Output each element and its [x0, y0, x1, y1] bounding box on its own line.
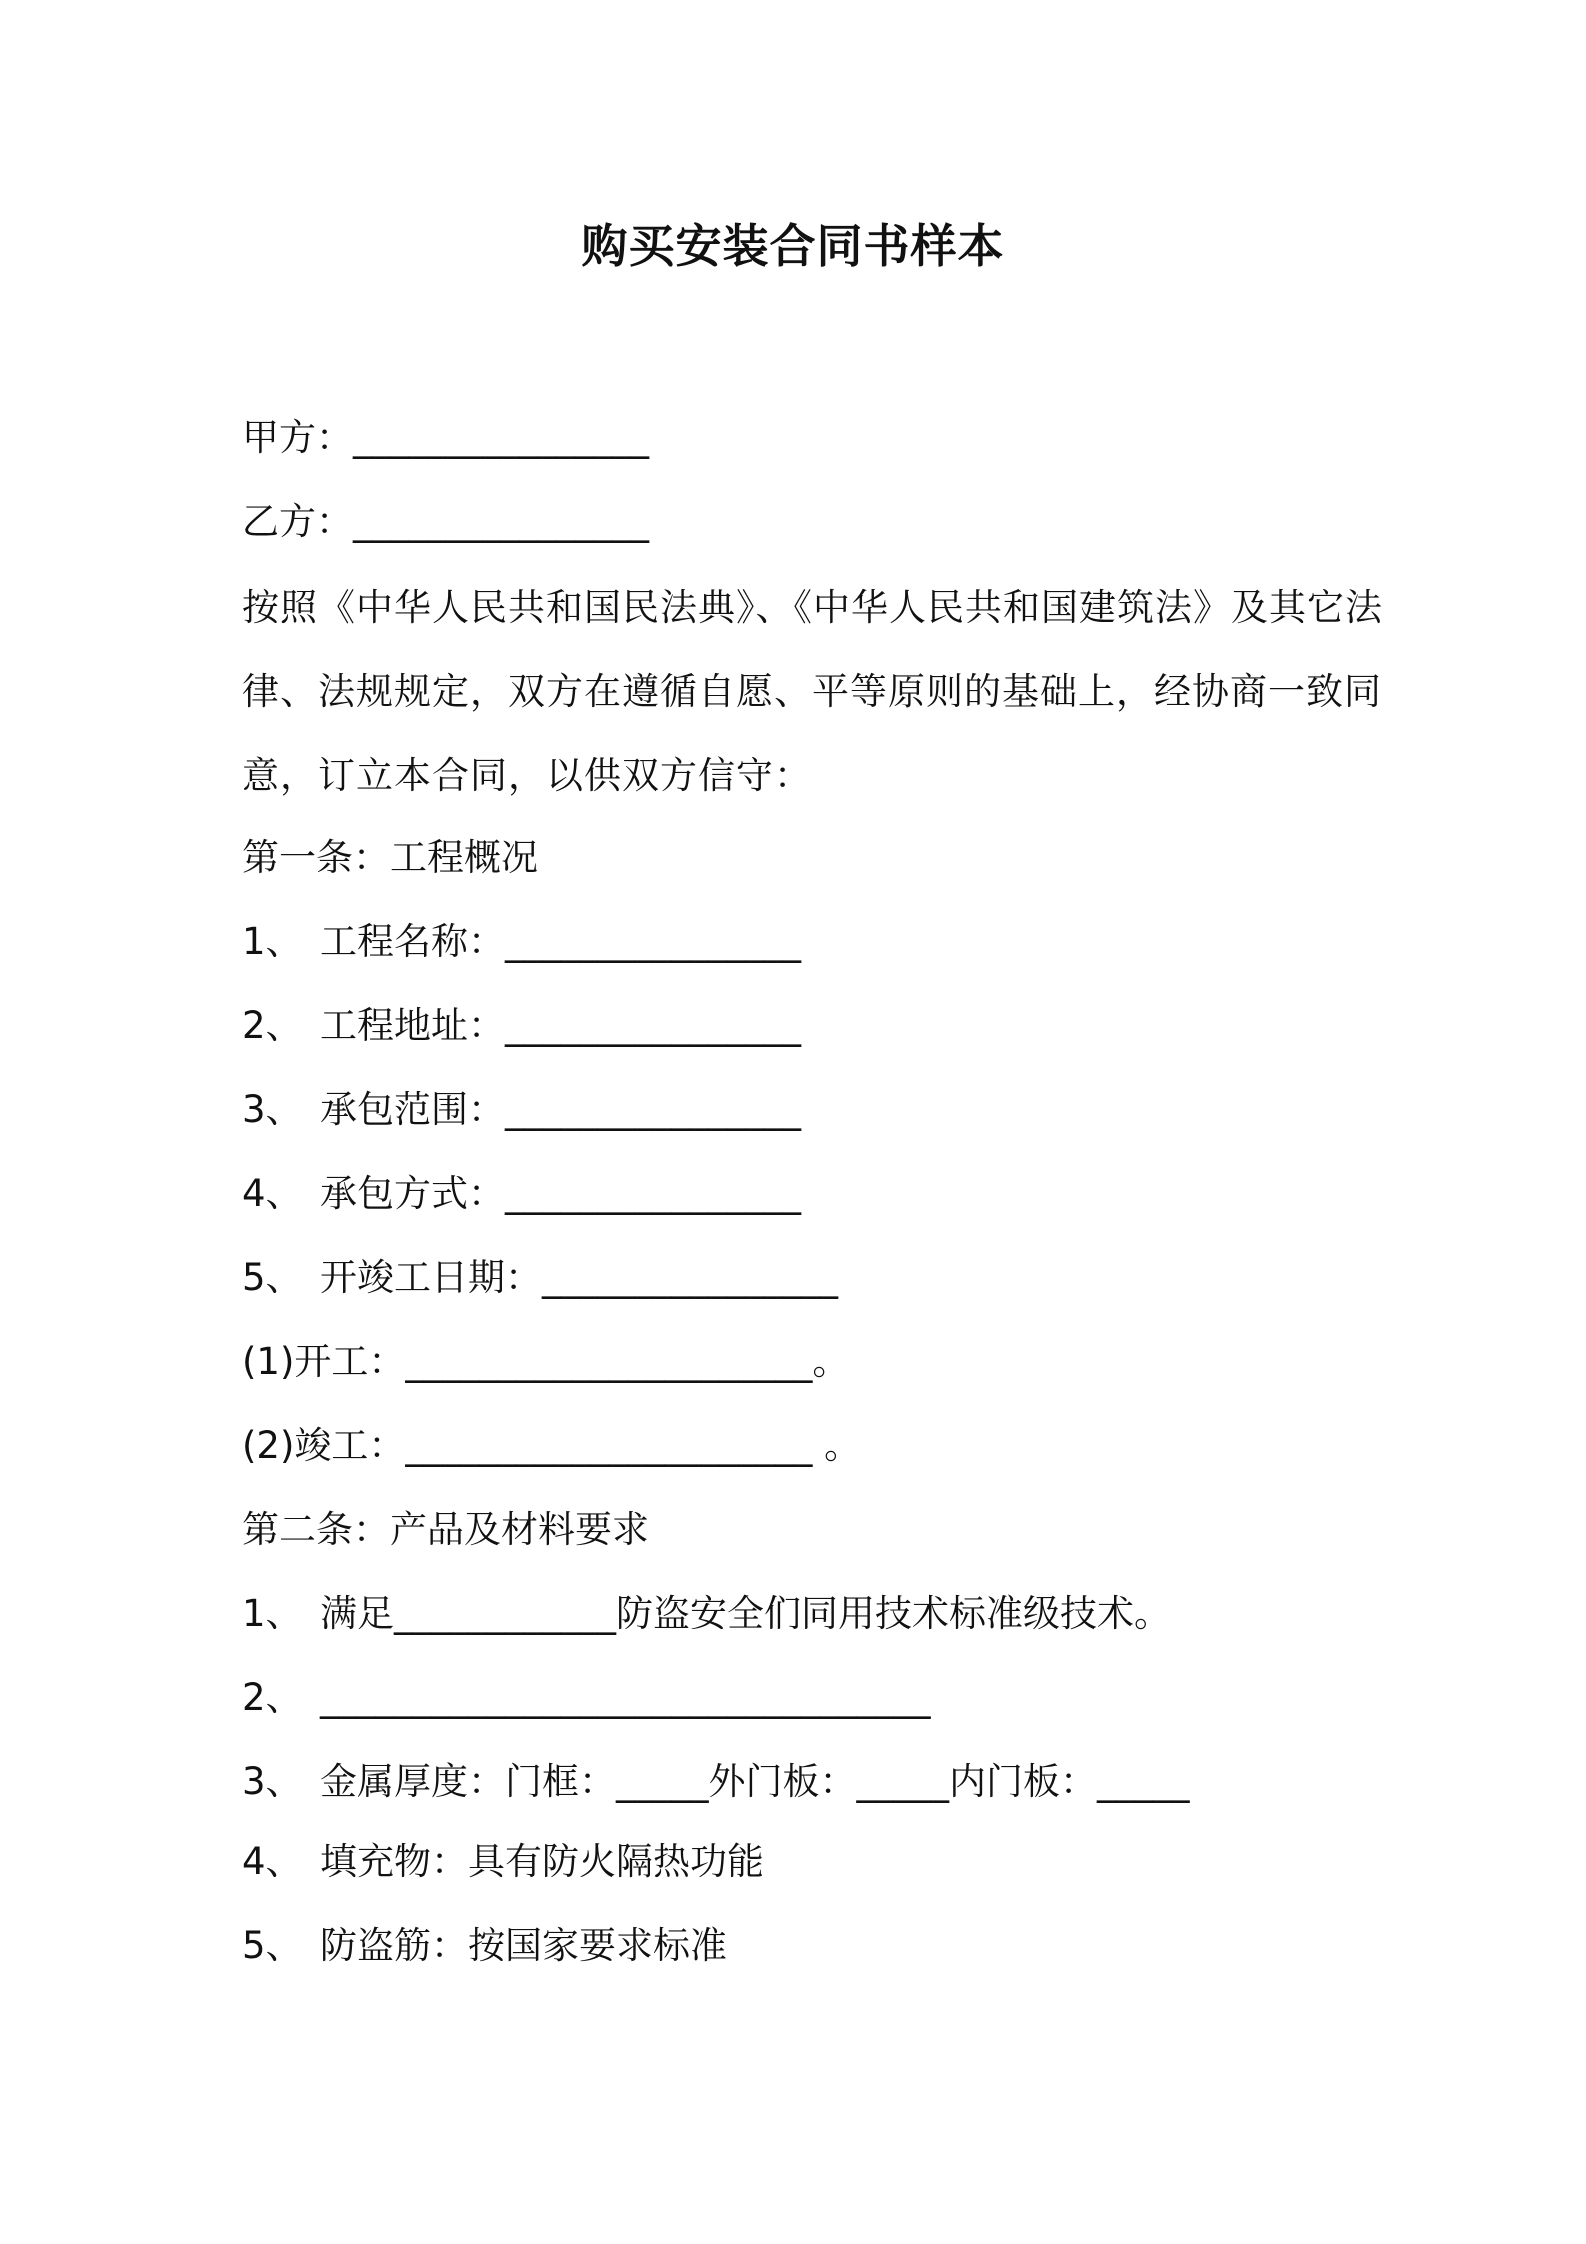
item-number: 2、 — [242, 1676, 303, 1719]
item-number: 5、 — [242, 1256, 303, 1299]
document-title: 购买安装合同书样本 — [581, 219, 1005, 273]
item-text: 开竣工日期：________________ — [320, 1256, 838, 1299]
item-number: 3、 — [242, 1088, 303, 1131]
start-date-line: (1)开工：______________________。 — [242, 1340, 850, 1383]
intro-line: 按照《中华人民共和国民法典》、《中华人民共和国建筑法》及其它法 — [242, 586, 1383, 629]
item-number: 1、 — [242, 920, 303, 963]
item-text: 承包方式：________________ — [320, 1172, 801, 1215]
item-text: 防盗筋：按国家要求标准 — [320, 1924, 727, 1967]
item-text: 承包范围：________________ — [320, 1088, 801, 1131]
article-2-item — [242, 1670, 931, 1726]
item-text: 工程地址：________________ — [320, 1004, 801, 1047]
article-1-heading: 第一条：工程概况 — [242, 836, 538, 879]
item-number: 1、 — [242, 1592, 303, 1635]
item-number: 3、 — [242, 1760, 303, 1803]
item-text: _________________________________ — [320, 1676, 931, 1719]
intro-line: 律、法规规定，双方在遵循自愿、平等原则的基础上，经协商一致同 — [242, 670, 1382, 713]
finish-date-line: (2)竣工：______________________ 。 — [242, 1424, 862, 1467]
intro-paragraph — [242, 566, 1383, 818]
article-1-item — [242, 914, 801, 970]
item-number: 4、 — [242, 1172, 303, 1215]
party-b-line: 乙方：________________ — [242, 500, 649, 543]
article-2-heading: 第二条：产品及材料要求 — [242, 1508, 649, 1551]
article-1-item — [242, 1250, 838, 1306]
article-1-item — [242, 998, 801, 1054]
article-1-item — [242, 1082, 801, 1138]
item-number: 5、 — [242, 1924, 303, 1967]
article-2-item — [242, 1586, 1171, 1642]
article-2-item — [242, 1918, 727, 1974]
article-2-item — [242, 1754, 1190, 1810]
item-number: 2、 — [242, 1004, 303, 1047]
item-number: 4、 — [242, 1840, 303, 1883]
intro-line: 意，订立本合同，以供双方信守： — [242, 754, 812, 797]
article-1-item — [242, 1166, 801, 1222]
item-text: 填充物：具有防火隔热功能 — [320, 1840, 764, 1883]
item-text: 满足____________防盗安全们同用技术标准级技术。 — [320, 1592, 1171, 1635]
article-2-item — [242, 1834, 764, 1890]
item-text: 工程名称：________________ — [320, 920, 801, 963]
party-a-line: 甲方：________________ — [242, 416, 649, 459]
item-text: 金属厚度：门框：_____外门板：_____内门板：_____ — [320, 1760, 1190, 1803]
